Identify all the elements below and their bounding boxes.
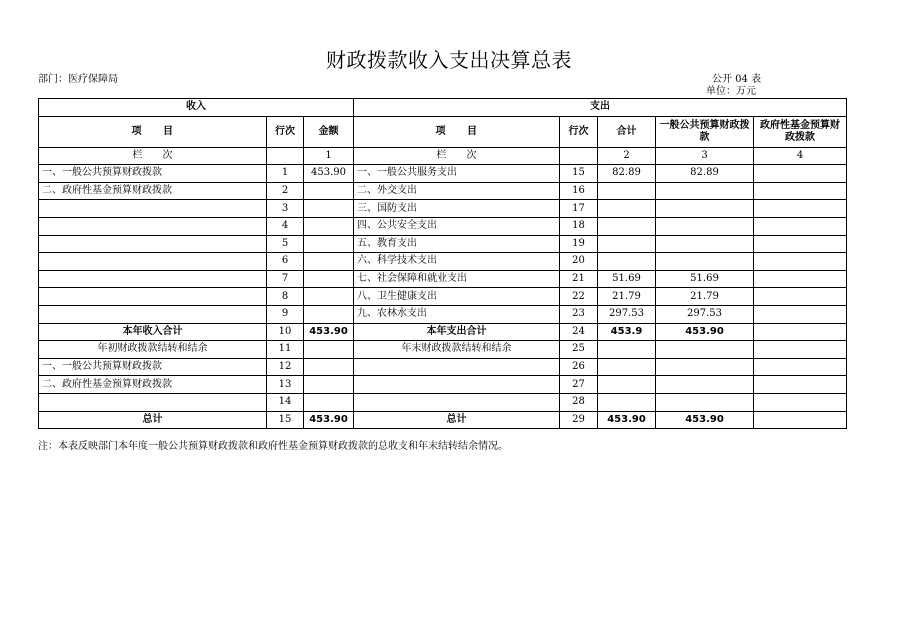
income-amount-cell: 453.90 [304,411,354,429]
header-row-1 [39,99,847,117]
income-amount-cell [304,358,354,376]
expense-general-budget-cell: 51.69 [656,270,754,288]
income-amount-cell [304,253,354,271]
table-row [39,341,847,359]
income-amount-cell [304,235,354,253]
income-item-cell: 二、政府性基金预算财政拨款 [39,182,267,200]
expense-gov-fund-cell [754,358,847,376]
income-row-no-cell: 11 [267,341,304,359]
income-row-no-cell: 4 [267,217,304,235]
expense-gov-fund-cell [754,288,847,306]
income-amount-cell [304,200,354,218]
expense-total-cell [598,376,656,394]
expense-gov-fund-cell [754,253,847,271]
income-row-no-cell: 5 [267,235,304,253]
expense-total-cell [598,341,656,359]
expense-gov-fund-cell [754,305,847,323]
income-item-cell: 一、一般公共预算财政拨款 [39,165,267,183]
budget-summary-table [38,98,847,429]
expense-row-no-cell: 26 [560,358,598,376]
expense-total-cell: 453.9 [598,323,656,341]
table-row [39,305,847,323]
expense-gov-fund-cell [754,200,847,218]
expense-item-cell: 一、一般公共服务支出 [354,165,560,183]
income-row-no-cell: 15 [267,411,304,429]
income-item-header: 项 目 [39,116,267,147]
expense-total-cell: 82.89 [598,165,656,183]
unit-label: 单位：万元 [706,86,756,97]
income-amount-cell [304,341,354,359]
income-item-cell: 本年收入合计 [39,323,267,341]
column-index-3: 3 [656,147,754,165]
expense-row-no-cell: 22 [560,288,598,306]
income-item-cell [39,288,267,306]
column-index-label-left: 栏 次 [39,147,267,165]
expense-total-cell [598,253,656,271]
expense-gov-fund-cell [754,270,847,288]
expense-general-budget-cell [656,182,754,200]
income-amount-cell: 453.90 [304,165,354,183]
table-row [39,270,847,288]
expense-general-budget-cell [656,358,754,376]
income-item-cell [39,217,267,235]
income-item-cell [39,270,267,288]
expense-row-no-cell: 17 [560,200,598,218]
income-row-no-cell: 9 [267,305,304,323]
column-index-4: 4 [754,147,847,165]
report-title: 财政拨款收入支出决算总表 [326,48,572,72]
expense-total-cell [598,393,656,411]
expense-row-no-cell: 19 [560,235,598,253]
expense-general-budget-cell [656,341,754,359]
expense-gov-fund-cell [754,217,847,235]
income-item-cell [39,253,267,271]
expense-total-cell [598,235,656,253]
expense-gov-fund-cell [754,165,847,183]
expense-total-header: 合计 [598,116,656,147]
table-row [39,288,847,306]
income-item-cell [39,393,267,411]
table-row [39,376,847,394]
income-amount-cell: 453.90 [304,323,354,341]
footnote: 注：本表反映部门本年度一般公共预算财政拨款和政府性基金预算财政拨款的总收支和年末结转结余情况。 [38,441,508,452]
expense-item-cell: 六、科学技术支出 [354,253,560,271]
income-amount-cell [304,288,354,306]
expense-general-budget-cell: 82.89 [656,165,754,183]
expense-total-cell: 297.53 [598,305,656,323]
table-row [39,393,847,411]
expense-general-budget-cell [656,376,754,394]
grand-total-row [39,411,847,429]
expense-row-no-cell: 27 [560,376,598,394]
expense-item-cell: 八、卫生健康支出 [354,288,560,306]
expense-row-no-cell: 18 [560,217,598,235]
expense-general-budget-cell: 453.90 [656,411,754,429]
column-index-blank [267,147,304,165]
expense-total-cell [598,182,656,200]
income-amount-cell [304,182,354,200]
column-index-1: 1 [304,147,354,165]
expense-item-cell: 九、农林水支出 [354,305,560,323]
expense-item-cell [354,393,560,411]
income-item-cell [39,235,267,253]
expense-header: 支出 [354,99,847,117]
expense-general-budget-cell [656,200,754,218]
expense-item-cell: 二、外交支出 [354,182,560,200]
header-row-2 [39,116,847,147]
expense-row-no-cell: 20 [560,253,598,271]
expense-gov-fund-cell [754,182,847,200]
income-item-cell: 年初财政拨款结转和结余 [39,341,267,359]
income-amount-cell [304,376,354,394]
expense-gov-fund-cell [754,376,847,394]
subtotal-row [39,323,847,341]
expense-gov-fund-cell [754,341,847,359]
income-row-no-cell: 2 [267,182,304,200]
income-item-cell: 总计 [39,411,267,429]
expense-item-cell [354,376,560,394]
form-code: 公开 04 表 [712,74,762,85]
income-row-no-header: 行次 [267,116,304,147]
column-index-blank [560,147,598,165]
table-row [39,358,847,376]
income-row-no-cell: 3 [267,200,304,218]
expense-gov-fund-cell [754,393,847,411]
expense-row-no-cell: 29 [560,411,598,429]
expense-total-cell: 453.90 [598,411,656,429]
expense-gov-fund-cell [754,235,847,253]
expense-general-budget-cell: 297.53 [656,305,754,323]
income-row-no-cell: 10 [267,323,304,341]
expense-row-no-cell: 25 [560,341,598,359]
expense-general-budget-cell [656,393,754,411]
expense-item-cell: 三、国防支出 [354,200,560,218]
table-row [39,217,847,235]
table-row [39,200,847,218]
expense-item-cell: 四、公共安全支出 [354,217,560,235]
expense-gov-fund-cell [754,323,847,341]
income-item-cell [39,200,267,218]
department-label: 部门：医疗保障局 [38,74,118,85]
table-row [39,182,847,200]
expense-row-no-cell: 24 [560,323,598,341]
expense-item-header: 项 目 [354,116,560,147]
table-row [39,165,847,183]
expense-total-cell [598,200,656,218]
income-amount-cell [304,217,354,235]
income-item-cell: 一、一般公共预算财政拨款 [39,358,267,376]
expense-row-no-cell: 23 [560,305,598,323]
income-amount-cell [304,270,354,288]
expense-item-cell [354,358,560,376]
expense-row-no-cell: 15 [560,165,598,183]
expense-general-budget-cell: 453.90 [656,323,754,341]
income-amount-cell [304,305,354,323]
expense-general-budget-cell [656,217,754,235]
expense-item-cell: 年末财政拨款结转和结余 [354,341,560,359]
income-amount-header: 金额 [304,116,354,147]
expense-row-no-header: 行次 [560,116,598,147]
expense-total-cell: 51.69 [598,270,656,288]
expense-general-budget-cell: 21.79 [656,288,754,306]
income-row-no-cell: 8 [267,288,304,306]
expense-item-cell: 七、社会保障和就业支出 [354,270,560,288]
expense-item-cell: 本年支出合计 [354,323,560,341]
income-row-no-cell: 1 [267,165,304,183]
column-index-label-right: 栏 次 [354,147,560,165]
income-item-cell: 二、政府性基金预算财政拨款 [39,376,267,394]
column-index-2: 2 [598,147,656,165]
expense-row-no-cell: 21 [560,270,598,288]
general-budget-header: 一般公共预算财政拨款 [656,116,754,147]
expense-general-budget-cell [656,253,754,271]
table-row [39,253,847,271]
expense-item-cell: 五、教育支出 [354,235,560,253]
expense-row-no-cell: 28 [560,393,598,411]
expense-total-cell [598,217,656,235]
income-row-no-cell: 7 [267,270,304,288]
expense-row-no-cell: 16 [560,182,598,200]
income-item-cell [39,305,267,323]
column-index-row [39,147,847,165]
expense-item-cell: 总计 [354,411,560,429]
income-row-no-cell: 12 [267,358,304,376]
income-row-no-cell: 6 [267,253,304,271]
income-header: 收入 [39,99,354,117]
expense-general-budget-cell [656,235,754,253]
income-row-no-cell: 14 [267,393,304,411]
gov-fund-header: 政府性基金预算财政拨款 [754,116,847,147]
expense-gov-fund-cell [754,411,847,429]
income-amount-cell [304,393,354,411]
income-row-no-cell: 13 [267,376,304,394]
table-row [39,235,847,253]
expense-total-cell [598,358,656,376]
expense-total-cell: 21.79 [598,288,656,306]
